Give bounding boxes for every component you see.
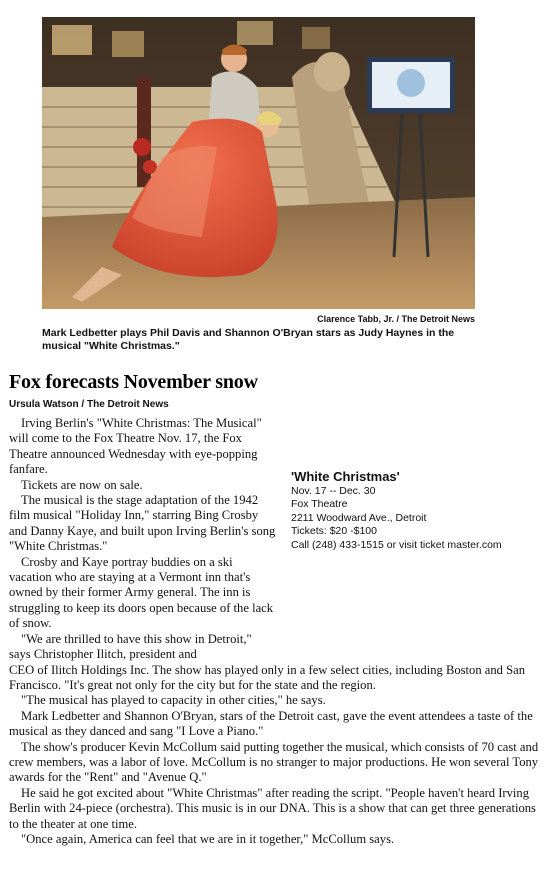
article-paragraph-rest: CEO of Ilitch Holdings Inc. The show has played only in a few select cities, including Boston and San Francisco. "It's great not only for the city but for the state and the region.: [9, 662, 526, 692]
article-byline: Ursula Watson / The Detroit News: [9, 399, 169, 410]
event-contact: Call (248) 433-1515 or visit ticket master.com: [291, 538, 502, 551]
article-paragraph: "The musical has played to capacity in other cities," he says.: [21, 693, 326, 708]
article-paragraph-quote: [9, 632, 539, 694]
article-paragraph-start: "We are thrilled to have this show in Detroit," says Christopher Ilitch, president and: [9, 631, 252, 662]
event-info-box: [291, 469, 531, 552]
event-tickets: Tickets: $20 -$100: [291, 525, 377, 538]
article-headline: Fox forecasts November snow: [9, 371, 258, 393]
article-paragraph: "Once again, America can feel that we are in it together," McCollum says.: [21, 831, 395, 846]
article-paragraph: The musical is the stage adaptation of the 1942 film musical "Holiday Inn," starring Bing Crosby and Danny Kaye, and built upon Irving Berlin's song "White Christmas.": [9, 493, 276, 554]
article-paragraph: Tickets are now on sale.: [21, 477, 143, 492]
dance-photo: [42, 17, 475, 309]
article-paragraph: He said he got excited about "White Christmas" after reading the script. "People haven't heard Irving Berlin with 24-piece (orchestra). This music is in our DNA. This is a show that can get three generations to the theater at one time.: [9, 785, 536, 831]
event-info-title: 'White Christmas': [291, 469, 400, 484]
photo-caption: Mark Ledbetter plays Phil Davis and Shannon O'Bryan stars as Judy Haynes in the musical "White Christmas.": [42, 327, 455, 352]
event-venue: Fox Theatre: [291, 498, 348, 511]
article-paragraph: Mark Ledbetter and Shannon O'Bryan, stars of the Detroit cast, gave the event attendees a taste of the musical as they danced and sang "I Love a Piano.": [9, 708, 533, 739]
photo-credit: Clarence Tabb, Jr. / The Detroit News: [317, 314, 475, 324]
photo-illustration: [42, 17, 475, 309]
article-paragraph: Irving Berlin's "White Christmas: The Musical" will come to the Fox Theatre Nov. 17, the Fox Theatre announced Wednesday with eye-popping fanfare.: [9, 416, 262, 477]
event-address: 2211 Woodward Ave., Detroit: [291, 511, 427, 524]
article-paragraph: The show's producer Kevin McCollum said putting together the musical, which consists of 70 cast and crew members, was a labor of love. McCollum is no stranger to major productions. He won several Tony awards for the "Rent" and "Avenue Q.": [9, 739, 539, 785]
article-paragraph: Crosby and Kaye portray buddies on a ski vacation who are staying at a Vermont inn that's owned by their former Army general. The inn is struggling to keep its doors open because of the lack of snow.: [9, 554, 274, 631]
event-dates: Nov. 17 -- Dec. 30: [291, 485, 376, 497]
